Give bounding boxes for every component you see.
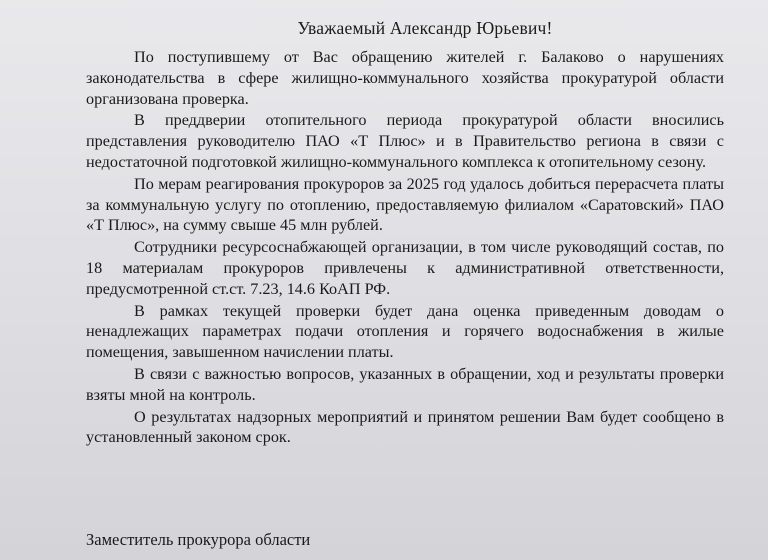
paragraph-representations: В преддверии отопительного периода прокуратурой области вносились представления руководителю ПАО «Т Плюс» и в Правительство региона в связи с недостаточной подготовкой жилищно-коммунального комплекса к отопительному сезону.	[86, 111, 724, 171]
signature-title: Заместитель прокурора области	[86, 530, 311, 549]
paragraph-control: В связи с важностью вопросов, указанных в обращении, ход и результаты проверки взяты мной на контроль.	[86, 364, 724, 404]
paragraph-notification: О результатах надзорных мероприятий и принятом решении Вам будет сообщено в установленный законом срок.	[86, 407, 724, 447]
paragraph-assessment: В рамках текущей проверки будет дана оценка приведенным доводам о ненадлежащих параметрах подачи отопления и горячего водоснабжения в жилые помещения, завышенном начислении платы.	[86, 301, 724, 362]
paragraph-liability: Сотрудники ресурсоснабжающей организации, в том числе руководящий состав, по 18 материалам прокуроров привлечены к административной ответственности, предусмотренной ст.ст. 7.23, 14.6 КоАП РФ.	[86, 238, 724, 298]
paragraph-complaint: По поступившему от Вас обращению жителей г. Балаково о нарушениях законодательства в сфере жилищно-коммунального хозяйства прокуратурой области организована проверка.	[86, 48, 724, 108]
paragraph-recalculation: По мерам реагирования прокуроров за 2025 год удалось добиться перерасчета платы за коммунальную услугу по отоплению, предоставляемую филиалом «Саратовский» ПАО «Т Плюс», на сумму свыше 45 млн рублей.	[86, 174, 724, 235]
salutation: Уважаемый Александр Юрьевич!	[297, 18, 553, 38]
